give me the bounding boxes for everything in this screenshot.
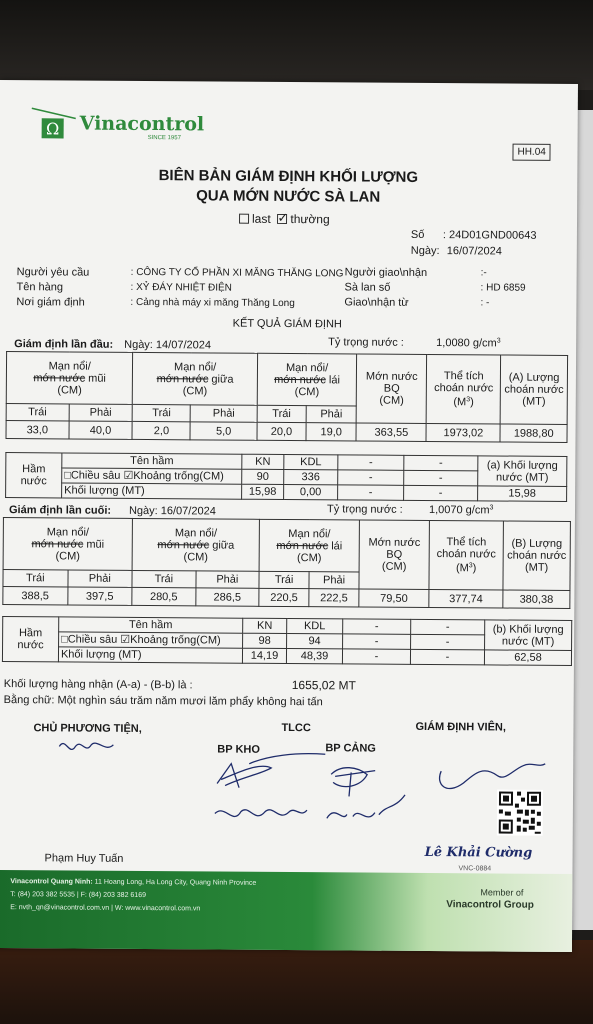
footer-bar <box>0 870 572 952</box>
first-ullage-kdl: 336 <box>284 469 338 484</box>
water-a-header: (a) Khối lượng nước (MT) <box>478 456 567 487</box>
last-mean-draft: 79,50 <box>359 589 429 607</box>
first-density-value: 1,0080 $g/cm^3$ <box>436 337 501 350</box>
mean-draft-header: Mớn nước BQ (CM) <box>359 520 429 589</box>
first-weight-kn: 15,98 <box>242 484 284 499</box>
normal-checkbox[interactable] <box>277 214 287 224</box>
empty-cell: - <box>411 634 485 650</box>
form-code: HH.04 <box>512 144 550 161</box>
brand-since: SINCE 1957 <box>147 135 181 142</box>
bow-header: Mạn nổi/ mớn nước mũi (CM) <box>6 352 133 405</box>
document-page <box>0 80 578 952</box>
first-inspection-label: Giám định lần đầu: <box>14 338 114 351</box>
owner-name: Phạm Huy Tuấn <box>44 852 124 865</box>
date-label: Ngày: <box>410 244 440 258</box>
stern-starboard-header: Phải <box>309 572 359 589</box>
first-mean-draft: 363,55 <box>356 423 426 441</box>
first-mid-port: 2,0 <box>132 421 190 439</box>
kn-header: KN <box>243 618 287 633</box>
tank-header: Hầm nước <box>2 617 58 662</box>
last-label: last <box>251 211 271 226</box>
net-weight-value: 1655,02 MT <box>291 678 356 693</box>
empty-cell: - <box>338 485 404 500</box>
stern-port-header: Trái <box>257 405 306 422</box>
last-tank-table <box>2 616 572 666</box>
barge-value: : HD 6859 <box>480 282 526 294</box>
report-type <box>239 212 330 227</box>
owner-title: CHỦ PHƯƠNG TIỆN, <box>33 722 142 736</box>
result-title: KẾT QUẢ GIÁM ĐỊNH <box>232 317 342 331</box>
group-name: Vinacontrol Group <box>446 899 534 911</box>
formula-label: Khối lượng hàng nhận (A-a) - (B-b) là : <box>3 678 193 692</box>
last-ullage-kdl: 94 <box>287 634 343 649</box>
first-inspection-date: Ngày: 14/07/2024 <box>124 338 212 352</box>
stern-starboard-header: Phải <box>306 406 356 423</box>
first-mid-starboard: 5,0 <box>190 422 257 440</box>
volume-header: Thể tích choán nước $(M^3)$ <box>426 354 500 424</box>
normal-label: thường <box>290 212 330 227</box>
first-ullage-kn: 90 <box>242 469 284 484</box>
inspector-title: GIÁM ĐỊNH VIÊN, <box>415 720 506 734</box>
last-bow-port: 388,5 <box>3 587 68 605</box>
bp-kho-title: BP KHO <box>217 743 260 756</box>
svg-text:Ω: Ω <box>45 119 60 139</box>
inspector-code: VNC-0884 <box>458 865 492 873</box>
tlcc-title: TLCC <box>281 721 311 735</box>
qr-code-icon <box>497 789 543 835</box>
bow-starboard-header: Phải <box>68 570 133 587</box>
last-displacement-b: 380,38 <box>503 590 570 608</box>
member-of: Member of <box>480 887 524 898</box>
last-bow-starboard: 397,5 <box>67 587 132 605</box>
mid-port-header: Trái <box>132 570 196 587</box>
amount-in-words: Bằng chữ: Một nghìn sáu trăm năm mươi lăm phẩy không hai tấn <box>3 694 323 709</box>
date-value: 16/07/2024 <box>446 245 502 258</box>
mid-header: Mạn nổi/ mớn nước giữa (CM) <box>132 518 259 571</box>
last-volume: 377,74 <box>429 590 503 609</box>
place-label: Nơi giám định <box>16 296 85 309</box>
goods-label: Tên hàng <box>16 281 64 294</box>
so-value: : 24D01GND00643 <box>442 229 537 242</box>
mid-header: Mạn nổi/ mớn nước giữa (CM) <box>133 352 258 405</box>
inspector-name: Lê Khải Cường <box>424 844 533 861</box>
barge-label: Sà lan số <box>344 281 391 294</box>
requester-label: Người yêu cầu <box>16 266 90 279</box>
water-b-header: (b) Khối lượng nước (MT) <box>485 620 572 651</box>
goods-value: : XỶ ĐÁY NHIỆT ĐIỆN <box>130 281 232 294</box>
scale-logo-icon <box>30 104 80 146</box>
bow-port-header: Trái <box>3 570 68 587</box>
empty-cell: - <box>411 619 485 635</box>
empty-cell: - <box>404 470 478 486</box>
empty-cell: - <box>343 619 411 634</box>
title-line-1: BIÊN BẢN GIÁM ĐỊNH KHỐI LƯỢNG <box>158 167 419 186</box>
last-stern-starboard: 222,5 <box>309 589 359 607</box>
bow-starboard-header: Phải <box>69 404 133 421</box>
last-stern-port: 220,5 <box>259 588 309 606</box>
deliver-value: :- <box>480 267 487 279</box>
title-line-2: QUA MỚN NƯỚC SÀ LAN <box>196 187 381 206</box>
displacement-a-header: (A) Lượng choán nước (MT) <box>500 355 567 424</box>
bow-port-header: Trái <box>6 404 69 421</box>
tank-name-header: Tên hầm <box>59 617 243 633</box>
last-draft-table <box>2 517 571 609</box>
brand-name: Vinacontrol <box>79 112 205 136</box>
first-density-label: Tỷ trọng nước : <box>328 336 404 349</box>
first-bow-port: 33,0 <box>6 421 69 439</box>
bp-cang-title: BP CẢNG <box>325 742 376 755</box>
last-density-value: 1,0070 $g/cm^3$ <box>428 504 494 517</box>
background-table <box>0 940 593 1024</box>
last-mid-port: 280,5 <box>132 587 196 605</box>
empty-cell: - <box>410 649 484 665</box>
last-ullage-kn: 98 <box>243 633 287 648</box>
first-volume: 1973,02 <box>426 423 500 442</box>
empty-cell: - <box>338 455 404 470</box>
last-mid-starboard: 286,5 <box>195 588 259 606</box>
last-checkbox[interactable] <box>239 214 249 224</box>
first-displacement-a: 1988,80 <box>500 424 567 442</box>
last-inspection-label: Giám định lần cuối: <box>8 504 112 517</box>
depth-option: □Chiều sâu ☑Khoảng trống(CM) <box>59 632 243 648</box>
stern-port-header: Trái <box>259 571 309 588</box>
place-value: : Cảng nhà máy xi măng Thăng Long <box>130 296 295 310</box>
mean-draft-header: Mớn nước BQ (CM) <box>356 354 426 423</box>
first-bow-starboard: 40,0 <box>68 421 132 439</box>
vinacontrol-logo <box>30 104 205 147</box>
empty-cell: - <box>338 470 404 485</box>
weight-label: Khối lượng (MT) <box>58 647 242 663</box>
last-water-b: 62,58 <box>484 650 571 666</box>
stern-header: Mạn nổi/ mớn nước lái (CM) <box>257 353 357 406</box>
first-stern-starboard: 19,0 <box>306 423 356 441</box>
stern-header: Mạn nổi/ mớn nước lái (CM) <box>259 519 359 572</box>
displacement-b-header: (B) Lượng choán nước (MT) <box>503 521 570 590</box>
last-density-label: Tỷ trọng nước : <box>326 503 403 516</box>
empty-cell: - <box>404 455 478 471</box>
last-inspection-date: Ngày: 16/07/2024 <box>128 504 216 518</box>
last-weight-kdl: 48,39 <box>286 649 342 664</box>
handwritten-signatures <box>35 732 556 852</box>
weight-label: Khối lượng (MT) <box>62 483 242 499</box>
first-tank-table <box>5 452 567 502</box>
mid-port-header: Trái <box>133 404 191 421</box>
kdl-header: KDL <box>287 619 343 634</box>
depth-option: □Chiều sâu ☑Khoảng trống(CM) <box>62 468 242 484</box>
deliver-label: Người giao\nhận <box>344 266 428 279</box>
mid-starboard-header: Phải <box>196 571 260 588</box>
from-value: : - <box>480 297 490 309</box>
tank-header: Hầm nước <box>6 453 62 498</box>
mid-starboard-header: Phải <box>190 405 257 422</box>
first-draft-table <box>5 351 568 443</box>
kn-header: KN <box>242 454 284 469</box>
empty-cell: - <box>342 649 410 664</box>
first-weight-kdl: 0,00 <box>284 484 338 499</box>
background-top <box>0 0 593 90</box>
volume-header: Thể tích choán nước $(M^3)$ <box>429 521 503 591</box>
last-weight-kn: 14,19 <box>242 648 286 663</box>
from-label: Giao\nhận từ <box>344 296 409 309</box>
office-phone: T: (84) 203 382 5535 | F: (84) 203 382 6169 <box>10 891 147 900</box>
empty-cell: - <box>404 485 478 501</box>
kdl-header: KDL <box>284 454 338 469</box>
requester-value: : CÔNG TY CỔ PHẦN XI MĂNG THĂNG LONG <box>130 266 344 280</box>
bow-header: Mạn nổi/ mớn nước mũi (CM) <box>3 518 132 571</box>
first-stern-port: 20,0 <box>257 422 306 440</box>
tank-name-header: Tên hầm <box>62 453 242 469</box>
so-label: Số <box>410 228 425 241</box>
empty-cell: - <box>343 634 411 649</box>
office-web: E: nvth_qn@vinacontrol.com.vn | W: www.vinacontrol.com.vn <box>10 904 201 913</box>
first-water-a: 15,98 <box>478 486 567 502</box>
office-address: Vinacontrol Quang Ninh: 11 Hoang Long, Ha Long City, Quang Ninh Province <box>10 878 257 887</box>
